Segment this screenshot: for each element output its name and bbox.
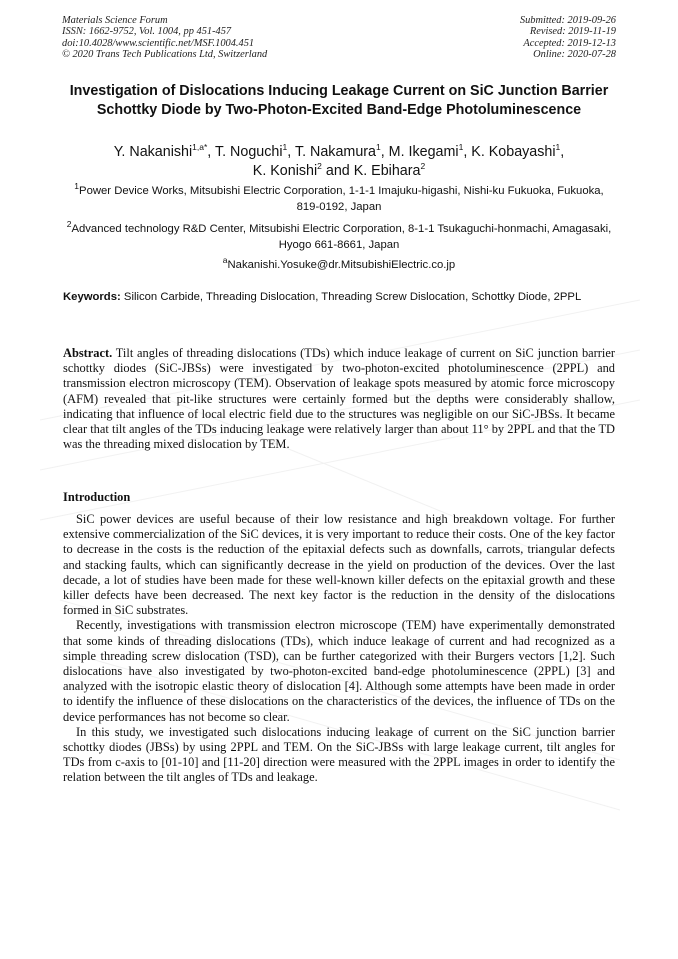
keywords-label: Keywords:	[63, 291, 121, 303]
author-separator: ,	[560, 144, 565, 160]
introduction-heading: Introduction	[63, 490, 131, 504]
author-separator: and	[321, 163, 354, 179]
author	[295, 144, 389, 160]
date-line: Submitted: 2019-09-26	[519, 15, 616, 26]
journal-info-line: ISSN: 1662-9752, Vol. 1004, pp 451-457	[62, 26, 232, 38]
journal-info-line: Materials Science Forum	[62, 15, 168, 26]
paragraph: Recently, investigations with transmission electron microscope (TEM) have experimentally demonstrated that some kinds of threading dislocations (TDs), which induce leakage of current and had recognized as a simple threading screw dislocation (TSD), can be further categorized with their Burgers vectors [1,2]. Such dislocations have also investigated by two-photon-excited band-edge photoluminescence (2PPL) [3] and analyzed with the isotropic elastic theory of dislocation [4]. Although some attempts have been made in order to identify the influence of these dislocations on the characteristics of the devices, the influence of TDs on the device performances has not become so clear.	[63, 618, 615, 724]
author-name: Y. Nakanishi	[113, 144, 193, 160]
keywords-section	[63, 290, 615, 306]
abstract-text: Tilt angles of threading dislocations (TDs) which induce leakage of current on SiC junction barrier schottky diodes (SiC-JBSs) were investigated by two-photon-excited photoluminescence (2PPL) and transmission electron microscopy (TEM). Observation of leakage spots measured by atomic force microscopy (AFM) revealed that pit-like structures were certainly formed but the depths were considerably shallow, indicating that influence of local electric field due to the structures was negligible on our SiC-JBSs. It became clear that tilt angles of the TDs inducing leakage were relatively larger than about 11° by 2PPL and that the TD was the threading mixed dislocation by TEM.	[63, 346, 616, 452]
affiliation-text: Advanced technology R&D Center, Mitsubishi Electric Corporation, 8-1-1 Tsukaguchi-honmachi, Amagasaki, Hyogo 661-8661, Japan	[71, 223, 612, 251]
journal-info-line: © 2020 Trans Tech Publications Ltd, Switzerland	[62, 48, 268, 60]
author-affiliation-marker: 1,a*	[192, 142, 208, 153]
author-name: K. Konishi	[252, 163, 318, 179]
author	[114, 144, 215, 160]
paragraph: In this study, we investigated such dislocations inducing leakage of current on the SiC junction barrier schottky diodes (JBSs) by using 2PPL and TEM. On the SiC-JBSs with large leakage current, tilt angles for TDs from c-axis to [01-10] and [11-20] direction were measured with the 2PPL images in order to identify the relation between the tilt angles of TDs and leakage.	[63, 724, 615, 785]
keywords-text: Silicon Carbide, Threading Dislocation, Threading Screw Dislocation, Schottky Diode, 2PPL	[123, 291, 582, 303]
paragraph: SiC power devices are useful because of their low resistance and high breakdown voltage. For further extensive commercialization of the SiC devices, it is very important to reduce their costs. One of the key factor to decrease in the costs is the reduction of the epitaxial defects such as downfalls, carrots, triangular defects and stacking faults, which can significantly decrease in the yield on production of the devices. Over the last decade, a lot of studies have been made for these well-known killer defects on the epitaxial growth and these killer defects have been decreased. The next key factor is the reduction in the density of the dislocations formed in SiC substrates.	[63, 512, 615, 618]
author-affiliation-marker: 2	[420, 161, 426, 172]
author	[253, 163, 354, 179]
affiliation-1	[62, 181, 616, 216]
author-name: K. Kobayashi	[471, 144, 556, 160]
affiliation-marker: 1	[74, 181, 80, 192]
abstract-label: Abstract.	[63, 346, 113, 360]
author-separator: ,	[380, 144, 389, 160]
author-separator: ,	[463, 144, 472, 160]
author	[389, 144, 472, 160]
date-line: Online: 2020-07-28	[533, 48, 616, 60]
email-marker: a	[222, 255, 228, 266]
paper-title: Investigation of Dislocations Inducing Leakage Current on SiC Junction Barrier Schottky Diode by Two-Photon-Excited Band-Edge Photoluminescence	[69, 83, 609, 118]
author-name: T. Nakamura	[294, 144, 376, 160]
author-list	[62, 143, 616, 181]
author-affiliation-marker: 2	[317, 161, 322, 172]
journal-info	[62, 15, 267, 60]
author	[354, 163, 426, 179]
author-affiliation-marker: 1	[458, 142, 464, 153]
author-affiliation-marker: 1	[282, 142, 288, 153]
corresponding-email	[62, 255, 616, 273]
author-name: K. Ebihara	[353, 163, 421, 179]
affiliation-marker: 2	[66, 219, 72, 230]
author-separator: ,	[287, 144, 295, 160]
author-affiliation-marker: 1	[555, 142, 561, 153]
author-name: T. Noguchi	[214, 144, 283, 160]
submission-dates	[520, 15, 616, 60]
author-separator: ,	[207, 144, 215, 160]
journal-info-line: doi:10.4028/www.scientific.net/MSF.1004.451	[62, 37, 255, 49]
introduction-body	[63, 512, 615, 786]
date-line: Accepted: 2019-12-13	[523, 37, 616, 49]
abstract-section	[63, 346, 615, 452]
author	[471, 144, 564, 160]
email-address[interactable]: Nakanishi.Yosuke@dr.MitsubishiElectric.co.jp	[227, 259, 456, 271]
author-name: M. Ikegami	[388, 144, 459, 160]
author	[215, 144, 295, 160]
affiliation-text: Power Device Works, Mitsubishi Electric Corporation, 1-1-1 Imajuku-higashi, Nishi-ku Fukuoka, Fukuoka, 819-0192, Japan	[79, 185, 604, 213]
affiliation-2	[62, 219, 616, 254]
author-affiliation-marker: 1	[375, 142, 381, 153]
date-line: Revised: 2019-11-19	[529, 26, 616, 38]
